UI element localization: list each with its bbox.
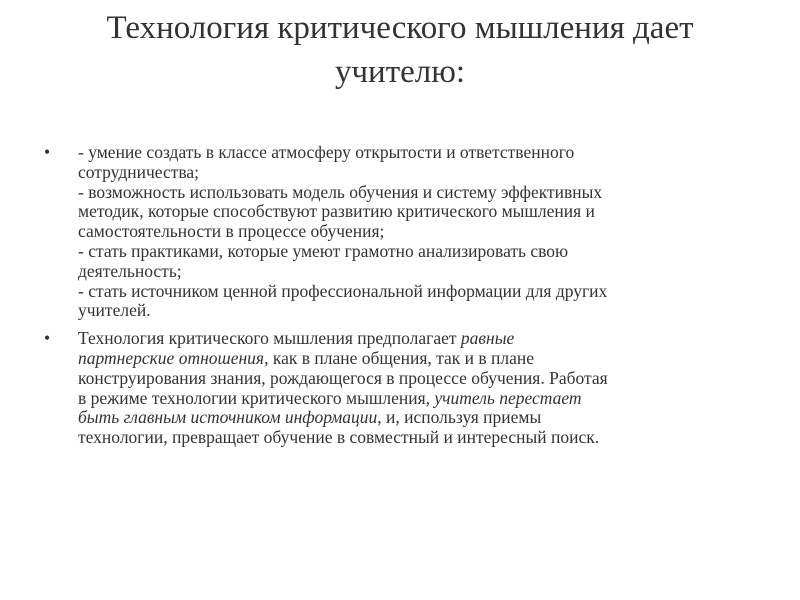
bullet-1-line-4: методик, которые способствуют развитию критического мышления и xyxy=(78,201,595,222)
title-line-1: Технология критического мышления дает xyxy=(106,10,694,46)
bullet-1-line-7: деятельность; xyxy=(78,260,182,281)
title-line-2: учителю: xyxy=(334,54,466,90)
bullet-1-line-3: - возможность использовать модель обучения и систему эффективных xyxy=(78,181,603,202)
bullet-2-line-4 xyxy=(78,389,764,409)
bullet-2-line-5 xyxy=(78,408,764,428)
bullet-1-line-6: - стать практиками, которые умеют грамотно анализировать свою xyxy=(78,240,569,261)
bullet-2-emphasis: быть главным источником информации xyxy=(78,407,378,428)
bullet-2-emphasis: учитель перестает xyxy=(434,387,582,408)
bullet-item-2 xyxy=(44,329,764,448)
bullet-2-line-6: технологии, превращает обучение в совместный и интересный поиск. xyxy=(78,427,600,448)
bullet-2-line-2 xyxy=(78,349,764,369)
bullet-marker: • xyxy=(44,328,51,349)
bullet-1-line-5: самостоятельности в процессе обучения; xyxy=(78,221,385,242)
slide-title xyxy=(60,6,740,94)
bullet-2-text: , и, используя приемы xyxy=(377,407,542,428)
bullet-2-line-1 xyxy=(78,329,764,349)
bullet-2-line-3: конструирования знания, рождающегося в процессе обучения. Работая xyxy=(78,367,608,388)
bullet-2-text: в режиме технологии критического мышления, xyxy=(78,387,435,408)
bullet-2-text: , как в плане общения, так и в плане xyxy=(264,347,535,368)
bullet-1-line-1: - умение создать в классе атмосферу открытости и ответственного xyxy=(78,142,575,162)
bullet-2-text: Технология критического мышления предполагает xyxy=(78,328,461,349)
bullet-1-line-2: сотрудничества; xyxy=(78,161,200,182)
bullet-marker: • xyxy=(44,142,51,162)
bullet-list xyxy=(44,143,764,456)
bullet-item-1 xyxy=(44,143,764,321)
bullet-1-line-9: учителей. xyxy=(78,300,151,321)
bullet-1-line-8: - стать источником ценной профессиональной информации для других xyxy=(78,280,608,301)
bullet-2-emphasis: равные xyxy=(460,328,515,349)
bullet-2-emphasis: партнерские отношения xyxy=(78,347,265,368)
